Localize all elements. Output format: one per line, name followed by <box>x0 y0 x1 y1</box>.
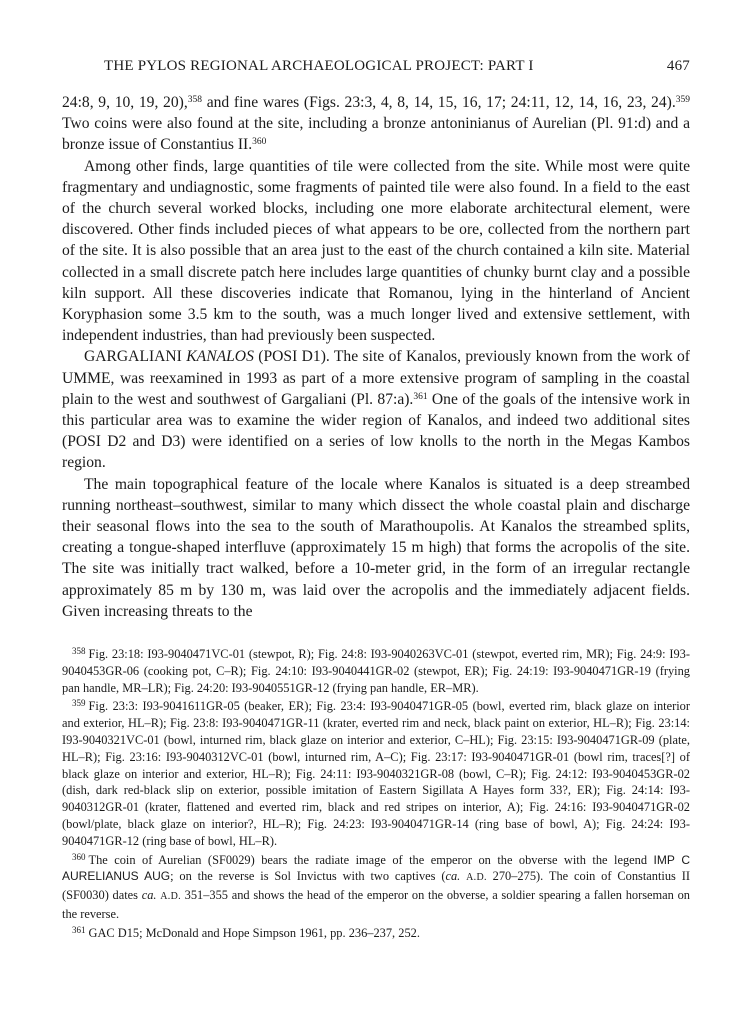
footnotes <box>62 646 690 942</box>
footnote-ref-359[interactable]: 359 <box>675 95 690 105</box>
p3-text-c: One of the goals of the intensive work in this particular area was to examine the wider region of Kanalos, and indeed two additional sites (POSI D2 and D3) were identified on a series of low knolls to the north in the Megas Kambos region. <box>62 390 690 472</box>
p3-text-a: GARGALIANI <box>84 348 187 366</box>
main-text <box>62 92 690 622</box>
paragraph-3 <box>62 346 690 473</box>
paragraph-1 <box>62 92 690 156</box>
p1-text-a: 24:8, 9, 10, 19, 20), <box>62 94 188 111</box>
p1-text-b: and fine wares (Figs. 23:3, 4, 8, 14, 15, 16, 17; 24:11, 12, 14, 16, 23, 24). <box>202 94 676 111</box>
footnote-ref-361[interactable]: 361 <box>413 391 428 402</box>
footnote-359 <box>62 698 690 849</box>
coin-legend: IMP C AURELIANUS AUG <box>62 852 690 884</box>
journal-page <box>62 58 690 944</box>
footnote-text: GAC D15; McDonald and Hope Simpson 1961, pp. 236–237, 252. <box>88 925 420 940</box>
footnote-text-a: The coin of Aurelian (SF0029) bears the radiate image of the emperor on the obverse with the legend <box>88 852 654 867</box>
footnote-text-d: 351–355 and shows the head of the emperor on the obverse, a soldier spearing a fallen horseman on the reverse. <box>62 888 690 922</box>
footnote-number: 360 <box>72 851 86 862</box>
site-name-kanalos: KANALOS <box>186 348 254 366</box>
footnote-text: Fig. 23:3: I93-9041611GR-05 (beaker, ER); Fig. 23:4: I93-9040471GR-05 (bowl, everted rim, black glaze on interior and exterior, HL–R); Fig. 23:8: I93-9040471GR-11 (krater, everted rim and neck, black paint on exterior, HL–R); Fig. 23:14: I93-9040321VC-01 (bowl, inturned rim, black glaze on interior and exterior, C–HL); Fig. 23:15: I93-9040471GR-09 (plate, HL–R); Fig. 23:16: I93-9040312VC-01 (bowl, inturned rim, A–C); Fig. 23:17: I93-9040471GR-01 (bowl rim, traces[?] of black glaze on interior and exterior, HL–R); Fig. 24:11: I93-9040321GR-08 (bowl, C–R); Fig. 24:12: I93-9040453GR-02 (dish, dark red-black slip on exterior, possible imitation of Eastern Sigillata A Hayes form 33?, ER); Fig. 24:14: I93-9040312GR-01 (krater, flattened and everted rim, black and red stripes on interior, A); Fig. 24:16: I93-9040471GR-02 (bowl/plate, black glaze on interior?, HL–R); Fig. 24:23: I93-9040471GR-14 (ring base of bowl, A); Fig. 24:24: I93-9040471GR-12 (ring base of bowl, HL–R). <box>62 699 690 848</box>
footnote-number: 359 <box>72 698 86 709</box>
footnote-text: Fig. 23:18: I93-9040471VC-01 (stewpot, R); Fig. 24:8: I93-9040263VC-01 (stewpot, everted rim, MR); Fig. 24:9: I93-9040453GR-06 (cooking pot, C–R); Fig. 24:10: I93-9040441GR-02 (stewpot, ER); Fig. 24:19: I93-9040471GR-19 (frying pan handle, MR–LR); Fig. 24:20: I93-9040551GR-12 (frying pan handle, ER–MR). <box>62 647 690 695</box>
footnote-number: 358 <box>72 646 86 657</box>
footnote-text-c: 270–275). The coin of Constantius II (SF0030) dates <box>62 869 690 903</box>
paragraph-2: Among other finds, large quantities of tile were collected from the site. While most were quite fragmentary and undiagnostic, some fragments of painted tile were also found. In a field to the east of the church several worked blocks, including one more elaborate architectural element, were discovered. Other finds included pieces of what appears to be ore, collected from the northern part of the site. It is also possible that an area just to the east of the church contained a kiln site. Material collected in a small discrete patch here includes large quantities of chunky burnt clay and a possible kiln support. All these discoveries indicate that Romanou, lying in the hinterland of Ancient Koryphasion some 3.5 km to the south, was a much longer lived and extensive settlement, with independent industries, than had previously been suspected. <box>62 157 690 345</box>
running-title: THE PYLOS REGIONAL ARCHAEOLOGICAL PROJECT: PART I <box>104 58 534 74</box>
paragraph-4: The main topographical feature of the locale where Kanalos is situated is a deep streambed running northeast–southwest, similar to many which dissect the whole coastal plain and discharge their seasonal flows into the sea to the south of Marathoupolis. At Kanalos the streambed splits, creating a tongue-shaped interfluve (approximately 15 m high) that forms the acropolis of the site. The site was initially tract walked, before a 10-meter grid, in the form of an irregular rectangle approximately 85 m by 130 m, was laid over the acropolis and the immediately adjacent fields. Given increasing threats to the <box>62 475 690 620</box>
footnote-ref-360[interactable]: 360 <box>252 137 267 148</box>
p3-text-b: (POSI D1). The site of Kanalos, previously known from the work of UMME, was reexamined in 1993 as part of a more extensive program of sampling in the coastal plain to the west and southwest of Gargaliani (Pl. 87:a). <box>62 348 690 408</box>
footnote-number: 361 <box>72 924 86 935</box>
circa-abbrev: ca. <box>141 888 157 903</box>
footnote-text-b: ; on the reverse is Sol Invictus with two captives ( <box>170 869 446 884</box>
running-header <box>62 58 690 80</box>
era-abbrev: A.D. <box>466 872 487 884</box>
footnote-361 <box>62 925 690 942</box>
era-abbrev: A.D. <box>160 891 181 903</box>
circa-abbrev: ca. <box>445 869 461 884</box>
page-number: 467 <box>666 58 690 74</box>
footnote-360 <box>62 852 690 923</box>
footnote-358 <box>62 646 690 696</box>
footnote-ref-358[interactable]: 358 <box>187 95 202 105</box>
p1-text-c: Two coins were also found at the site, including a bronze antoninianus of Aurelian (Pl. 91:d) and a bronze issue of Constantius II. <box>62 115 690 154</box>
